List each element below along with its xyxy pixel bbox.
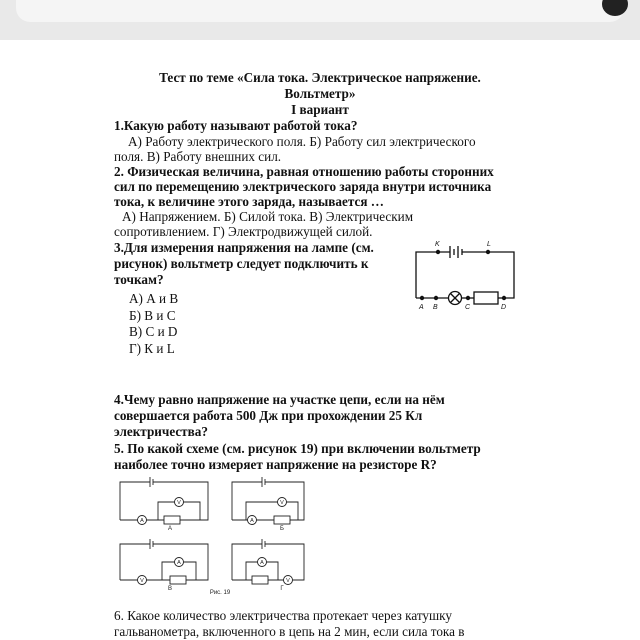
label-d: D — [501, 304, 507, 311]
q3-option-d: Г) К и L — [129, 341, 175, 356]
meter-label: V — [280, 500, 284, 506]
meter-label: A — [177, 560, 181, 566]
q5-schemes-figure — [112, 472, 312, 596]
q6-line2: гальванометра, включенного в цепь на 2 мин, если сила тока в — [114, 624, 465, 639]
point-k-dot — [436, 250, 440, 254]
scheme-label-g: Г — [280, 586, 284, 592]
q3-line3: точкам? — [114, 272, 164, 287]
q5-line1: 5. По какой схеме (см. рисунок 19) при включении вольтметр — [114, 441, 481, 456]
q1-answers-line1: А) Работу электрического поля. Б) Работу сил электрического — [128, 134, 476, 149]
q3-option-a: А) А и В — [129, 291, 179, 306]
q1-question: 1.Какую работу называют работой тока? — [114, 118, 358, 133]
meter-label: A — [250, 518, 254, 524]
q2-answers-line1: А) Напряжением. Б) Силой тока. В) Электрическим — [122, 209, 414, 224]
q2-line2: сил по перемещению электрического заряда внутри источника — [114, 179, 492, 194]
scheme-label-a: А — [167, 526, 173, 532]
resistor-icon — [164, 516, 180, 524]
q3-line1: 3.Для измерения напряжения на лампе (см. — [114, 240, 374, 255]
point-c-dot — [466, 296, 470, 300]
q4-line2: совершается работа 500 Дж при прохождении 25 Кл — [114, 408, 423, 423]
wire-left-top — [416, 252, 450, 298]
scheme-b — [232, 477, 304, 525]
label-c: C — [465, 304, 471, 311]
resistor-icon — [274, 516, 290, 524]
q1-answers-line2: поля. В) Работу внешних сил. — [114, 149, 282, 164]
meter-label: A — [140, 518, 144, 524]
q6-line1: 6. Какое количество электричества протекает через катушку — [114, 608, 452, 623]
meter-label: A — [260, 560, 264, 566]
variant-label: I вариант — [291, 102, 349, 117]
meter-label: V — [140, 578, 144, 584]
scheme-v — [120, 539, 208, 585]
point-d-dot — [502, 296, 506, 300]
q3-circuit-figure — [408, 236, 520, 312]
point-b-dot — [434, 296, 438, 300]
resistor-icon — [474, 292, 498, 304]
label-k: K — [435, 241, 440, 248]
q2-line3: тока, к величине этого заряда, называется … — [114, 194, 384, 209]
q4-line1: 4.Чему равно напряжение на участке цепи, если на нём — [114, 392, 445, 407]
q3-line2: рисунок) вольтметр следует подключить к — [114, 256, 369, 271]
meter-label: V — [177, 500, 181, 506]
scheme-g — [232, 539, 304, 585]
browser-top-bar — [0, 0, 640, 40]
label-b: B — [433, 304, 438, 311]
top-panel — [16, 0, 624, 22]
resistor-icon — [252, 576, 268, 584]
scheme-label-v: В — [167, 586, 173, 592]
label-a: A — [419, 304, 424, 311]
wire-right — [462, 252, 514, 298]
q3-option-c: В) С и D — [129, 324, 178, 339]
point-l-dot — [486, 250, 490, 254]
figure-caption: Рис. 19 — [209, 590, 231, 596]
scheme-label-b: Б — [280, 526, 284, 532]
point-a-dot — [420, 296, 424, 300]
meter-label: V — [286, 578, 290, 584]
q2-answers-line2: сопротивлением. Г) Электродвижущей силой. — [114, 224, 373, 239]
label-l: L — [487, 241, 491, 248]
document-page — [0, 40, 640, 640]
test-title-line1: Тест по теме «Сила тока. Электрическое напряжение. — [159, 70, 481, 85]
q3-option-b: Б) В и С — [129, 308, 176, 323]
q5-line2: наиболее точно измеряет напряжение на резисторе R? — [114, 457, 437, 472]
q2-line1: 2. Физическая величина, равная отношению работы сторонних — [114, 164, 494, 179]
scheme-a — [120, 477, 208, 525]
test-title-line2: Вольтметр» — [284, 86, 356, 101]
q4-line3: электричества? — [114, 424, 208, 439]
resistor-icon — [170, 576, 186, 584]
